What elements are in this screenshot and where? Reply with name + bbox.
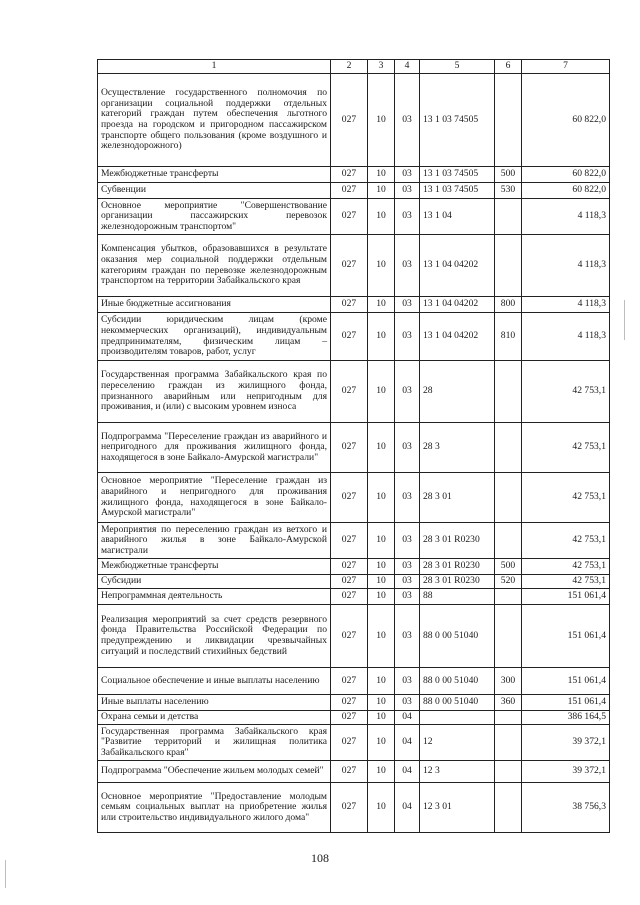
row-subsection-code: 03 (395, 74, 420, 167)
row-name: Компенсация убытков, образовавшихся в результате оказания мер социальной поддержки отдельным категориям граждан по перевозке железнодорожным транспортом на территории Забайкальского края (98, 235, 331, 297)
row-name: Государственная программа Забайкальского края "Развитие территорий и жилищная политика Забайкальского края" (98, 725, 331, 761)
row-target-article: 12 3 01 (420, 783, 495, 833)
row-subsection-code: 03 (395, 167, 420, 183)
row-name: Подпрограмма "Обеспечение жильем молодых семей" (98, 761, 331, 783)
table-row (98, 589, 610, 605)
row-expense-type: 810 (495, 313, 522, 361)
row-name: Субвенции (98, 183, 331, 199)
row-target-article: 13 1 04 (420, 199, 495, 235)
row-name: Охрана семьи и детства (98, 711, 331, 725)
row-section-code: 10 (368, 725, 395, 761)
row-target-article: 28 3 01 R0230 (420, 575, 495, 589)
row-amount: 151 061,4 (522, 695, 610, 711)
row-expense-type (495, 235, 522, 297)
row-target-article: 28 3 (420, 423, 495, 473)
row-grbs-code: 027 (331, 199, 368, 235)
row-expense-type: 500 (495, 559, 522, 575)
row-name: Иные выплаты населению (98, 695, 331, 711)
row-section-code: 10 (368, 711, 395, 725)
row-grbs-code: 027 (331, 589, 368, 605)
row-amount: 60 822,0 (522, 167, 610, 183)
row-grbs-code: 027 (331, 668, 368, 695)
row-grbs-code: 027 (331, 423, 368, 473)
table-row (98, 761, 610, 783)
row-amount: 39 372,1 (522, 761, 610, 783)
row-section-code: 10 (368, 183, 395, 199)
page-number: 108 (311, 851, 329, 865)
table-row (98, 297, 610, 313)
row-name: Осуществление государственного полномочия по организации социальной поддержки отдельных категорий граждан путем обеспечения льготного проезда на городском и пригородном пассажирском транспорте общего пользования (кроме воздушного и железнодорожного) (98, 74, 331, 167)
row-subsection-code: 04 (395, 725, 420, 761)
table-row (98, 313, 610, 361)
row-amount: 42 753,1 (522, 473, 610, 523)
row-amount: 386 164,5 (522, 711, 610, 725)
row-amount: 60 822,0 (522, 183, 610, 199)
budget-table (97, 59, 610, 833)
row-grbs-code: 027 (331, 575, 368, 589)
row-section-code: 10 (368, 74, 395, 167)
row-subsection-code: 03 (395, 313, 420, 361)
table-row (98, 783, 610, 833)
row-grbs-code: 027 (331, 473, 368, 523)
row-target-article: 12 3 (420, 761, 495, 783)
table-row (98, 235, 610, 297)
table-body (98, 74, 610, 833)
row-expense-type (495, 74, 522, 167)
row-name: Субсидии юридическим лицам (кроме некоммерческих организаций), индивидуальным предпринимателям, физическим лицам – производителям товаров, работ, услуг (98, 313, 331, 361)
row-name: Межбюджетные трансферты (98, 167, 331, 183)
row-expense-type: 530 (495, 183, 522, 199)
row-expense-type (495, 589, 522, 605)
row-grbs-code: 027 (331, 559, 368, 575)
row-amount: 60 822,0 (522, 74, 610, 167)
row-subsection-code: 03 (395, 559, 420, 575)
row-target-article: 13 1 04 04202 (420, 235, 495, 297)
row-target-article (420, 711, 495, 725)
row-section-code: 10 (368, 589, 395, 605)
row-grbs-code: 027 (331, 167, 368, 183)
table-row (98, 523, 610, 559)
row-subsection-code: 03 (395, 668, 420, 695)
row-amount: 42 753,1 (522, 559, 610, 575)
row-expense-type: 800 (495, 297, 522, 313)
row-subsection-code: 04 (395, 783, 420, 833)
header-col-subsection: 4 (395, 60, 420, 74)
row-expense-type: 520 (495, 575, 522, 589)
row-target-article: 13 1 03 74505 (420, 167, 495, 183)
row-target-article: 28 3 01 R0230 (420, 559, 495, 575)
row-section-code: 10 (368, 313, 395, 361)
row-grbs-code: 027 (331, 725, 368, 761)
row-subsection-code: 03 (395, 361, 420, 423)
row-name: Межбюджетные трансферты (98, 559, 331, 575)
row-expense-type (495, 783, 522, 833)
row-grbs-code: 027 (331, 74, 368, 167)
table-row (98, 74, 610, 167)
row-target-article: 13 1 03 74505 (420, 183, 495, 199)
row-subsection-code: 03 (395, 297, 420, 313)
row-target-article: 13 1 04 04202 (420, 297, 495, 313)
table-row (98, 361, 610, 423)
row-target-article: 13 1 03 74505 (420, 74, 495, 167)
row-grbs-code: 027 (331, 783, 368, 833)
row-section-code: 10 (368, 199, 395, 235)
row-subsection-code: 03 (395, 523, 420, 559)
row-name: Иные бюджетные ассигнования (98, 297, 331, 313)
row-amount: 4 118,3 (522, 313, 610, 361)
row-section-code: 10 (368, 423, 395, 473)
table-row (98, 167, 610, 183)
scan-margin-mark (624, 300, 625, 340)
row-amount: 42 753,1 (522, 523, 610, 559)
row-target-article: 28 3 01 (420, 473, 495, 523)
table-header-row (98, 60, 610, 74)
row-section-code: 10 (368, 559, 395, 575)
row-amount: 4 118,3 (522, 235, 610, 297)
header-col-target-article: 5 (420, 60, 495, 74)
row-section-code: 10 (368, 575, 395, 589)
row-amount: 4 118,3 (522, 199, 610, 235)
table-row (98, 725, 610, 761)
table-row (98, 695, 610, 711)
row-grbs-code: 027 (331, 313, 368, 361)
table-row (98, 423, 610, 473)
row-target-article: 88 0 00 51040 (420, 668, 495, 695)
row-subsection-code: 04 (395, 761, 420, 783)
row-section-code: 10 (368, 361, 395, 423)
row-target-article: 28 3 01 R0230 (420, 523, 495, 559)
row-subsection-code: 03 (395, 423, 420, 473)
row-amount: 38 756,3 (522, 783, 610, 833)
row-name: Государственная программа Забайкальского края по переселению граждан из жилищного фонда, признанного аварийным или непригодным для проживания, и (или) с высоким уровнем износа (98, 361, 331, 423)
table-row (98, 473, 610, 523)
row-section-code: 10 (368, 695, 395, 711)
row-expense-type (495, 761, 522, 783)
row-section-code: 10 (368, 668, 395, 695)
row-name: Социальное обеспечение и иные выплаты населению (98, 668, 331, 695)
row-name: Мероприятия по переселению граждан из ветхого и аварийного жилья в зоне Байкало-Амурской магистрали (98, 523, 331, 559)
header-col-grbs: 2 (331, 60, 368, 74)
row-name: Основное мероприятие "Предоставление молодым семьям социальных выплат на приобретение жилья или строительство индивидуального жилого дома" (98, 783, 331, 833)
row-amount: 151 061,4 (522, 589, 610, 605)
row-name: Субсидии (98, 575, 331, 589)
row-subsection-code: 03 (395, 589, 420, 605)
row-amount: 42 753,1 (522, 361, 610, 423)
row-name: Подпрограмма "Переселение граждан из аварийного и непригодного для проживания жилищного фонда, находящегося в зоне Байкало-Амурской магистрали" (98, 423, 331, 473)
row-amount: 151 061,4 (522, 605, 610, 668)
row-target-article: 12 (420, 725, 495, 761)
row-expense-type (495, 473, 522, 523)
row-expense-type (495, 605, 522, 668)
row-name: Непрограммная деятельность (98, 589, 331, 605)
row-amount: 151 061,4 (522, 668, 610, 695)
row-section-code: 10 (368, 297, 395, 313)
row-expense-type: 360 (495, 695, 522, 711)
row-section-code: 10 (368, 523, 395, 559)
row-grbs-code: 027 (331, 695, 368, 711)
row-target-article: 88 (420, 589, 495, 605)
row-section-code: 10 (368, 761, 395, 783)
header-col-section: 3 (368, 60, 395, 74)
row-expense-type (495, 725, 522, 761)
row-expense-type (495, 199, 522, 235)
row-target-article: 28 (420, 361, 495, 423)
row-subsection-code: 03 (395, 605, 420, 668)
row-grbs-code: 027 (331, 297, 368, 313)
row-section-code: 10 (368, 783, 395, 833)
row-grbs-code: 027 (331, 605, 368, 668)
row-subsection-code: 04 (395, 711, 420, 725)
row-section-code: 10 (368, 235, 395, 297)
row-subsection-code: 03 (395, 235, 420, 297)
row-name: Основное мероприятие "Совершенствование организации пассажирских перевозок железнодорожным транспортом" (98, 199, 331, 235)
row-name: Реализация мероприятий за счет средств резервного фонда Правительства Российской Федерации по предупреждению и ликвидации чрезвычайных ситуаций и последствий стихийных бедствий (98, 605, 331, 668)
row-amount: 42 753,1 (522, 575, 610, 589)
row-subsection-code: 03 (395, 473, 420, 523)
row-section-code: 10 (368, 167, 395, 183)
row-grbs-code: 027 (331, 235, 368, 297)
table-row (98, 668, 610, 695)
row-expense-type: 300 (495, 668, 522, 695)
table-row (98, 575, 610, 589)
row-expense-type (495, 711, 522, 725)
row-amount: 42 753,1 (522, 423, 610, 473)
scan-margin-mark (5, 860, 6, 888)
row-subsection-code: 03 (395, 575, 420, 589)
table-row (98, 711, 610, 725)
row-target-article: 13 1 04 04202 (420, 313, 495, 361)
row-subsection-code: 03 (395, 199, 420, 235)
table-row (98, 199, 610, 235)
table-row (98, 559, 610, 575)
row-section-code: 10 (368, 473, 395, 523)
row-subsection-code: 03 (395, 183, 420, 199)
row-expense-type (495, 361, 522, 423)
row-grbs-code: 027 (331, 523, 368, 559)
row-expense-type (495, 423, 522, 473)
header-col-expense-type: 6 (495, 60, 522, 74)
row-expense-type: 500 (495, 167, 522, 183)
row-amount: 4 118,3 (522, 297, 610, 313)
row-target-article: 88 0 00 51040 (420, 695, 495, 711)
header-col-name: 1 (98, 60, 331, 74)
row-amount: 39 372,1 (522, 725, 610, 761)
header-col-amount: 7 (522, 60, 610, 74)
row-grbs-code: 027 (331, 761, 368, 783)
row-grbs-code: 027 (331, 361, 368, 423)
row-target-article: 88 0 00 51040 (420, 605, 495, 668)
row-grbs-code: 027 (331, 711, 368, 725)
row-subsection-code: 03 (395, 695, 420, 711)
row-grbs-code: 027 (331, 183, 368, 199)
row-name: Основное мероприятие "Переселение граждан из аварийного и непригодного для проживания жилищного фонда, находящегося в зоне Байкало-Амурской магистрали" (98, 473, 331, 523)
table-row (98, 605, 610, 668)
row-section-code: 10 (368, 605, 395, 668)
row-expense-type (495, 523, 522, 559)
table-row (98, 183, 610, 199)
